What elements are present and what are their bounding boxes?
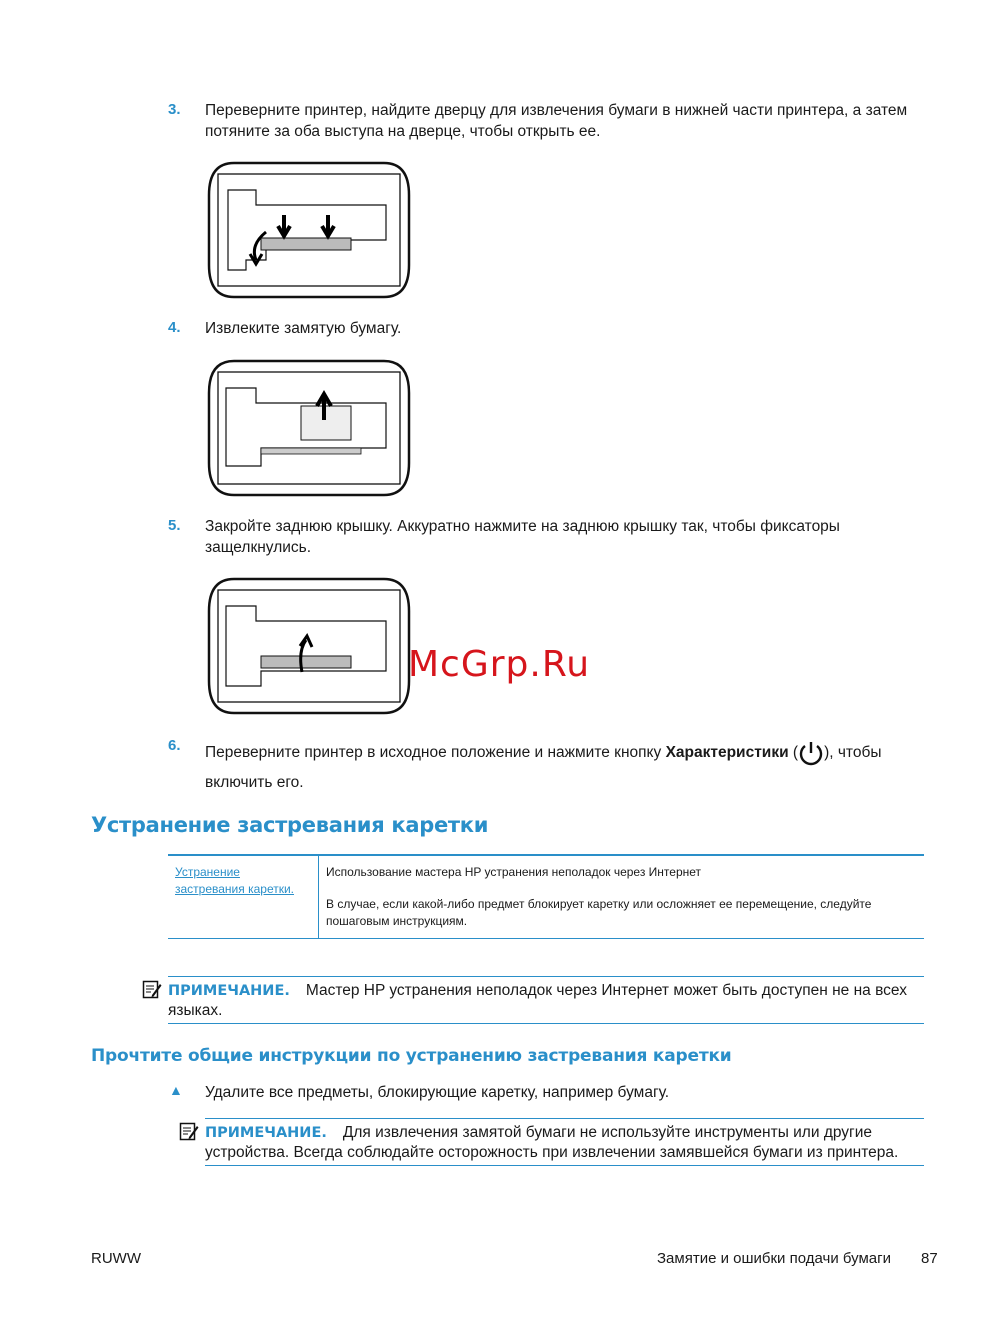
printer-illustration-close-cover: [206, 576, 412, 716]
step-number: 5.: [168, 517, 181, 534]
table-line-1: Использование мастера HP устранения неполадок через Интернет: [326, 865, 702, 879]
step-number: 6.: [168, 737, 181, 754]
power-icon: [798, 740, 824, 766]
note-label: ПРИМЕЧАНИЕ.: [168, 983, 290, 999]
section-title: Устранение застревания каретки: [91, 813, 489, 837]
step-number: 3.: [168, 101, 181, 118]
table-cell-link: [168, 856, 319, 938]
power-button-label: Характеристики: [665, 744, 789, 761]
note-content: [205, 1123, 915, 1163]
step-text: Закройте заднюю крышку. Аккуратно нажмите на заднюю крышку так, чтобы фиксаторы защелкнулись.: [205, 518, 840, 556]
troubleshoot-table: [168, 854, 924, 939]
printer-illustration-remove-paper: [206, 358, 412, 498]
step-text-part: ), чтобы включить его.: [205, 744, 882, 791]
footer-title: Замятие и ошибки подачи бумаги: [657, 1250, 891, 1267]
note-box: [168, 976, 924, 1024]
note-text: Мастер HP устранения неполадок через Интернет может быть доступен не на всех языках.: [168, 982, 907, 1019]
bullet-triangle: ▲: [169, 1082, 183, 1098]
step-number: 4.: [168, 319, 181, 336]
step-text: Переверните принтер, найдите дверцу для извлечения бумаги в нижней части принтера, а затем потяните за оба выступа на дверце, чтобы открыть ее.: [205, 102, 908, 140]
table-cell-description: [319, 856, 924, 938]
step-text-part: Переверните принтер в исходное положение и нажмите кнопку: [205, 744, 666, 761]
step-text: Извлеките замятую бумагу.: [205, 320, 402, 337]
subsection-title: Прочтите общие инструкции по устранению застревания каретки: [91, 1046, 732, 1066]
footer-left: RUWW: [91, 1250, 141, 1267]
note-icon: [142, 980, 162, 1005]
printer-illustration-open-door: [206, 160, 412, 300]
step-text-part: (: [788, 744, 799, 761]
note-content: [168, 981, 908, 1021]
table-line-2: В случае, если какой-либо предмет блокирует каретку или осложняет ее перемещение, следуйте пошаговым инструкциям.: [326, 897, 872, 928]
carriage-jam-link[interactable]: Устранение застревания каретки.: [175, 865, 295, 896]
step-text: [205, 738, 920, 798]
watermark: McGrp.Ru: [408, 644, 591, 685]
note-text: Для извлечения замятой бумаги не используйте инструменты или другие устройства. Всегда соблюдайте осторожность при извлечении замявшейся бумаги из принтера.: [205, 1124, 899, 1161]
note-box: [205, 1118, 924, 1166]
page-number: 87: [921, 1250, 938, 1267]
note-icon: [179, 1122, 199, 1147]
note-label: ПРИМЕЧАНИЕ.: [205, 1125, 327, 1141]
bullet-text: Удалите все предметы, блокирующие каретку, например бумагу.: [205, 1084, 670, 1101]
